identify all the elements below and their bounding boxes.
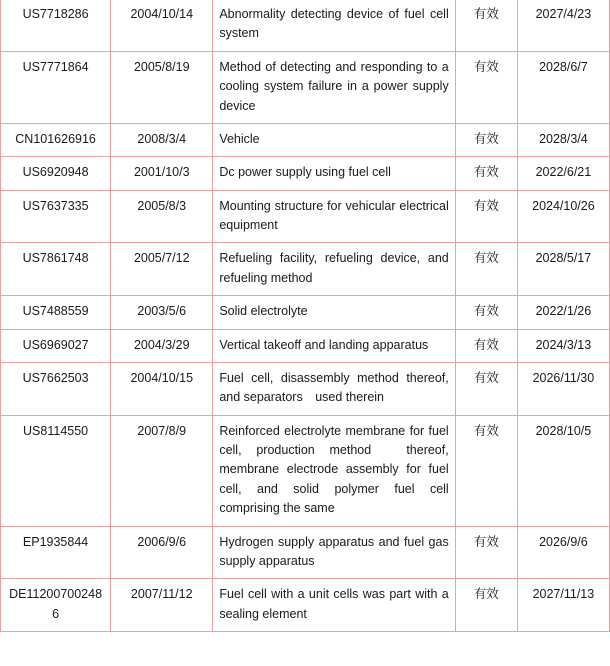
cell-date: 2004/3/29 — [111, 329, 213, 362]
table-row — [1, 123, 610, 156]
cell-publication-number: EP1935844 — [1, 526, 111, 579]
cell-expiry: 2028/6/7 — [517, 51, 609, 123]
cell-title: Method of detecting and responding to a cooling system failure in a power supply device — [213, 51, 455, 123]
cell-publication-number: US7488559 — [1, 296, 111, 329]
cell-title: Mounting structure for vehicular electrical equipment — [213, 190, 455, 243]
table-row — [1, 243, 610, 296]
cell-expiry: 2024/3/13 — [517, 329, 609, 362]
cell-date: 2003/5/6 — [111, 296, 213, 329]
cell-publication-number: US6920948 — [1, 157, 111, 190]
cell-status: 有效 — [455, 579, 517, 632]
cell-title: Fuel cell, disassembly method thereof, and separators used therein — [213, 362, 455, 415]
cell-status: 有效 — [455, 526, 517, 579]
cell-title: Vertical takeoff and landing apparatus — [213, 329, 455, 362]
cell-title: Vehicle — [213, 123, 455, 156]
cell-status: 有效 — [455, 157, 517, 190]
cell-title: Reinforced electrolyte membrane for fuel cell, production method thereof, membrane electrode assembly for fuel cell, and solid polymer fuel cell comprising the same — [213, 415, 455, 526]
cell-publication-number: DE112007002486 — [1, 579, 111, 632]
cell-publication-number: US7637335 — [1, 190, 111, 243]
cell-status: 有效 — [455, 123, 517, 156]
cell-expiry: 2026/11/30 — [517, 362, 609, 415]
cell-title: Abnormality detecting device of fuel cell system — [213, 0, 455, 51]
cell-expiry: 2026/9/6 — [517, 526, 609, 579]
cell-date: 2005/7/12 — [111, 243, 213, 296]
cell-title: Dc power supply using fuel cell — [213, 157, 455, 190]
cell-expiry: 2022/6/21 — [517, 157, 609, 190]
table-row — [1, 51, 610, 123]
table-row — [1, 526, 610, 579]
cell-date: 2007/8/9 — [111, 415, 213, 526]
cell-date: 2006/9/6 — [111, 526, 213, 579]
table-row — [1, 157, 610, 190]
table-row — [1, 190, 610, 243]
cell-date: 2004/10/15 — [111, 362, 213, 415]
cell-title: Refueling facility, refueling device, and refueling method — [213, 243, 455, 296]
cell-date: 2008/3/4 — [111, 123, 213, 156]
cell-date: 2004/10/14 — [111, 0, 213, 51]
table-row — [1, 362, 610, 415]
cell-expiry: 2024/10/26 — [517, 190, 609, 243]
cell-expiry: 2028/10/5 — [517, 415, 609, 526]
cell-expiry: 2027/11/13 — [517, 579, 609, 632]
table-row — [1, 0, 610, 51]
cell-status: 有效 — [455, 0, 517, 51]
cell-publication-number: US7771864 — [1, 51, 111, 123]
cell-expiry: 2028/3/4 — [517, 123, 609, 156]
cell-status: 有效 — [455, 243, 517, 296]
cell-status: 有效 — [455, 296, 517, 329]
table-row — [1, 415, 610, 526]
cell-status: 有效 — [455, 362, 517, 415]
cell-title: Fuel cell with a unit cells was part with a sealing element — [213, 579, 455, 632]
cell-expiry: 2027/4/23 — [517, 0, 609, 51]
cell-date: 2005/8/19 — [111, 51, 213, 123]
table-row — [1, 329, 610, 362]
cell-date: 2007/11/12 — [111, 579, 213, 632]
cell-publication-number: US7718286 — [1, 0, 111, 51]
cell-status: 有效 — [455, 329, 517, 362]
cell-publication-number: CN101626916 — [1, 123, 111, 156]
cell-publication-number: US7662503 — [1, 362, 111, 415]
cell-date: 2001/10/3 — [111, 157, 213, 190]
cell-publication-number: US6969027 — [1, 329, 111, 362]
cell-expiry: 2028/5/17 — [517, 243, 609, 296]
cell-title: Solid electrolyte — [213, 296, 455, 329]
cell-title: Hydrogen supply apparatus and fuel gas supply apparatus — [213, 526, 455, 579]
cell-publication-number: US7861748 — [1, 243, 111, 296]
cell-date: 2005/8/3 — [111, 190, 213, 243]
cell-status: 有效 — [455, 415, 517, 526]
cell-status: 有效 — [455, 51, 517, 123]
cell-publication-number: US8114550 — [1, 415, 111, 526]
cell-status: 有效 — [455, 190, 517, 243]
cell-expiry: 2022/1/26 — [517, 296, 609, 329]
patent-table-body — [1, 0, 610, 632]
table-row — [1, 296, 610, 329]
table-row — [1, 579, 610, 632]
